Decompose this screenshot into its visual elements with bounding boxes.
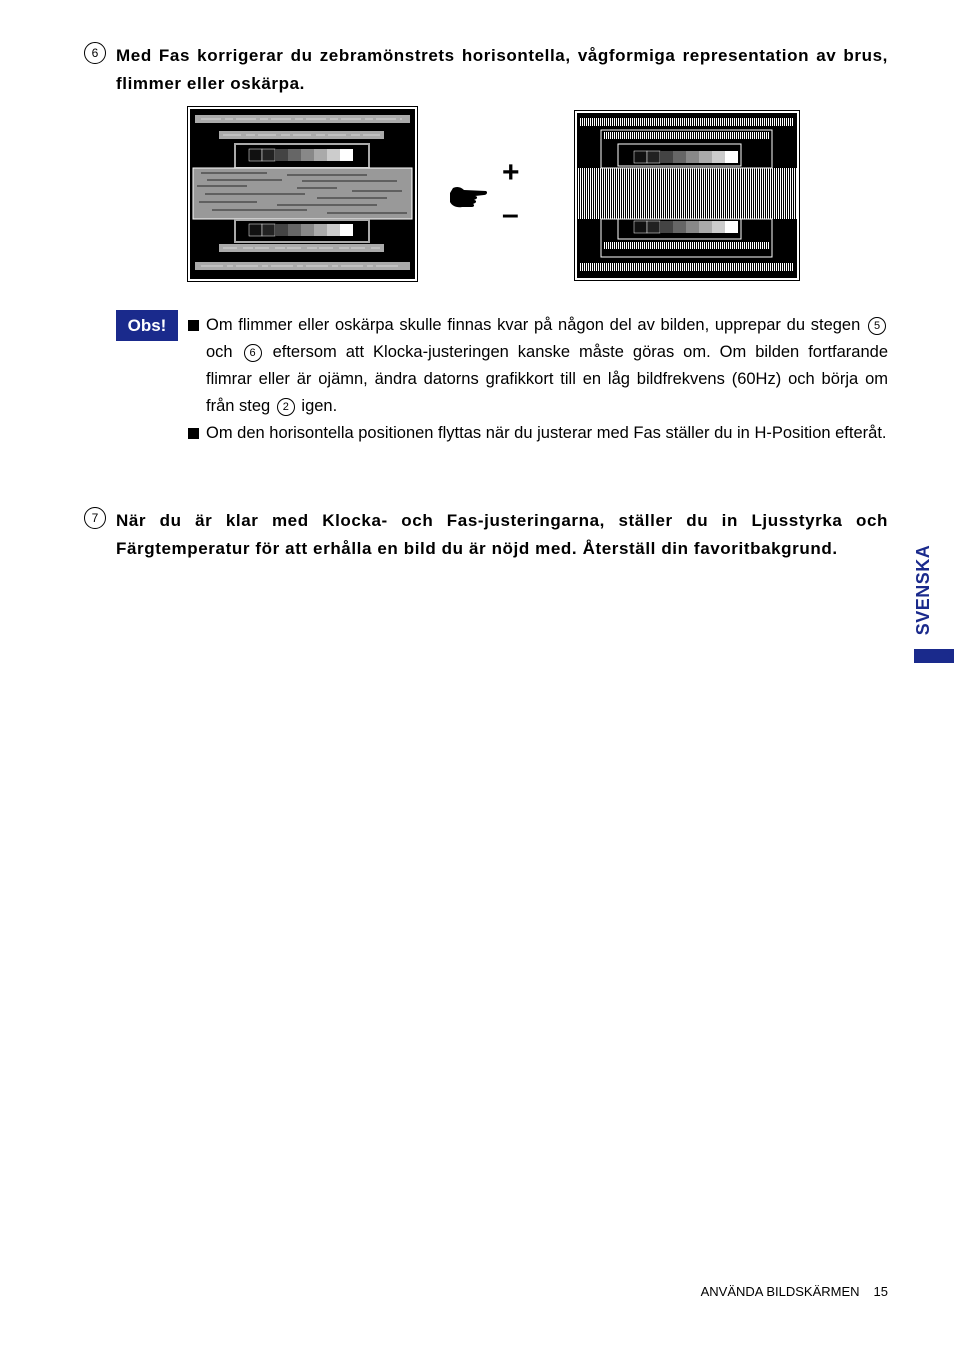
step-7: [84, 507, 888, 563]
minus-sign: –: [502, 198, 519, 231]
language-tab-bar: [914, 649, 954, 663]
step-ref-5: 5: [868, 317, 886, 335]
step-7-number: 7: [84, 507, 106, 529]
obs-label: Obs!: [116, 310, 178, 341]
page-number: 15: [873, 1284, 888, 1299]
pointing-hand-icon: [448, 184, 488, 210]
step-ref-6: 6: [244, 344, 262, 362]
language-tab-label: SVENSKA: [913, 544, 933, 636]
note-1-text-c: eftersom att Klocka-justeringen kanske måste göras om. Om bilden fortfarande flimrar eller är ojämn, ändra datorns grafikkort till en låg bildfrekvens (60Hz) och börja om från steg: [206, 343, 889, 415]
obs-note-1: [188, 312, 888, 420]
square-bullet-icon: [188, 428, 199, 439]
square-bullet-icon: [188, 320, 199, 331]
noisy-pattern-figure: [187, 106, 418, 282]
step-6-text: Med Fas korrigerar du zebramönstrets horisontella, vågformiga representation av brus, flimmer eller oskärpa.: [116, 46, 888, 93]
clear-pattern-figure: [574, 110, 800, 281]
step-7-text: När du är klar med Klocka- och Fas-justeringarna, ställer du in Ljusstyrka och Färgtemperatur för att erhålla en bild du är nöjd med. Återställ din favoritbakgrund.: [116, 511, 888, 558]
note-2-text: Om den horisontella positionen flyttas när du justerar med Fas ställer du in H-Position efteråt.: [206, 424, 887, 442]
step-6-number: 6: [84, 42, 106, 64]
footer-section: ANVÄNDA BILDSKÄRMEN: [700, 1284, 860, 1299]
note-1-text-d: igen.: [301, 397, 338, 415]
step-6: [84, 42, 888, 98]
note-1-text-a: Om flimmer eller oskärpa skulle finnas kvar på någon del av bilden, upprepar du stegen: [206, 316, 861, 334]
obs-notes: [188, 312, 888, 447]
plus-sign: +: [502, 156, 520, 189]
note-1-text-b: och: [206, 343, 233, 361]
step-ref-2: 2: [277, 398, 295, 416]
page-footer: [600, 1282, 888, 1302]
obs-note-2: [188, 420, 888, 447]
